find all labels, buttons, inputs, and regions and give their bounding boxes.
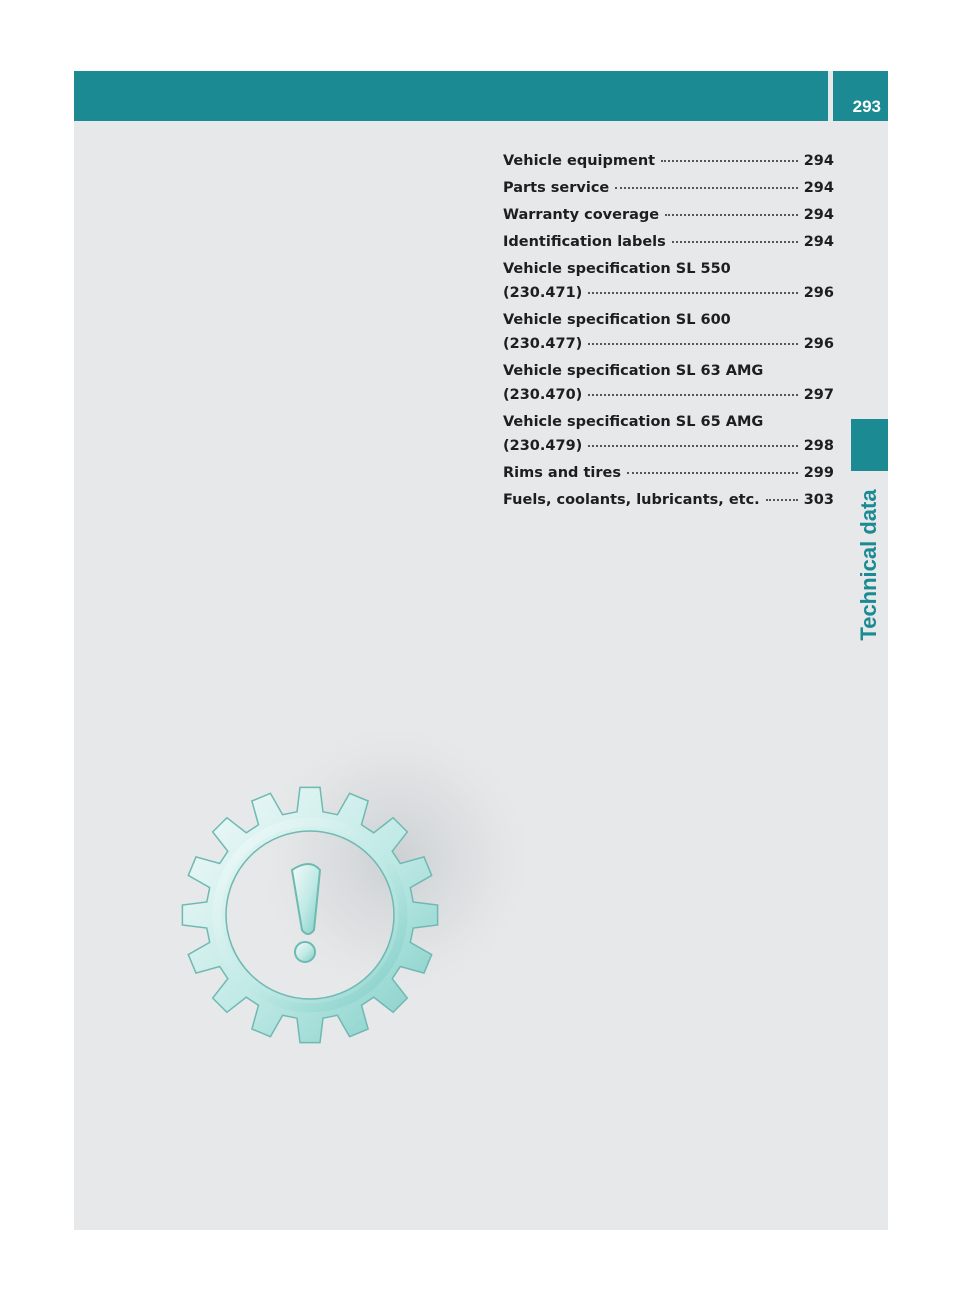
toc-entry-title: Warranty coverage [503,207,660,223]
toc-dot-leader [661,160,798,162]
toc-entry-title: (230.477) [503,336,583,352]
toc-entry[interactable] [503,464,834,483]
toc-dot-leader [588,292,797,294]
toc-entry-title: Rims and tires [503,465,621,481]
toc-entry[interactable] [503,362,834,405]
toc-entry-title: Identification labels [503,234,666,250]
toc-entry-title: (230.471) [503,285,583,301]
page-number-box [833,71,888,121]
toc-entry-title: (230.479) [503,438,583,454]
table-of-contents [503,152,834,518]
toc-entry-page: 294 [803,234,834,250]
toc-entry-page: 303 [803,492,834,508]
toc-entry[interactable] [503,152,834,171]
toc-entry-title: Vehicle specification SL 63 AMG [503,363,764,379]
side-tab-marker [851,419,888,471]
toc-entry-title: Fuels, coolants, lubricants, etc. [503,492,760,508]
toc-entry-title: Parts service [503,180,610,196]
toc-entry-title: Vehicle specification SL 600 [503,312,731,328]
toc-entry[interactable] [503,233,834,252]
toc-dot-leader [627,472,798,474]
toc-entry-page: 296 [803,336,834,352]
toc-entry-title: Vehicle equipment [503,153,656,169]
toc-entry-page: 294 [803,180,834,196]
toc-entry[interactable] [503,413,834,456]
toc-entry-page: 297 [803,387,834,403]
header-bar [74,71,828,121]
toc-dot-leader [615,187,797,189]
toc-entry[interactable] [503,179,834,198]
toc-entry-title: Vehicle specification SL 550 [503,261,731,277]
toc-entry-page: 294 [803,153,834,169]
toc-entry[interactable] [503,491,834,510]
toc-dot-leader [588,394,797,396]
toc-entry-page: 299 [803,465,834,481]
toc-entry-title: Vehicle specification SL 65 AMG [503,414,764,430]
toc-dot-leader [665,214,798,216]
toc-entry[interactable] [503,260,834,303]
toc-entry-page: 296 [803,285,834,301]
page-number: 293 [852,97,881,116]
section-label: Technical data [856,489,881,641]
toc-dot-leader [672,241,798,243]
toc-entry[interactable] [503,206,834,225]
gear-warning-icon [170,730,540,1100]
toc-dot-leader [588,445,797,447]
toc-dot-leader [766,499,798,501]
toc-entry[interactable] [503,311,834,354]
toc-entry-page: 298 [803,438,834,454]
toc-dot-leader [588,343,797,345]
toc-entry-title: (230.470) [503,387,583,403]
exclamation-dot [295,942,315,962]
toc-entry-page: 294 [803,207,834,223]
